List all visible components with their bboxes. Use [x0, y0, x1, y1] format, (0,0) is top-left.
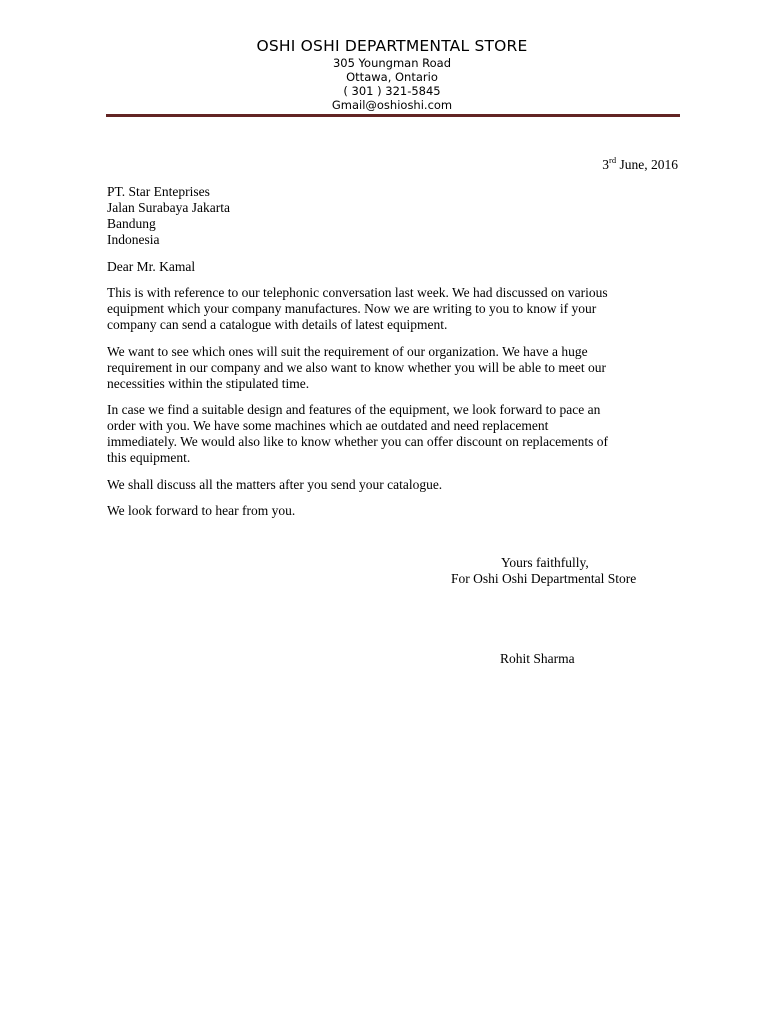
- recipient-city: Bandung: [107, 216, 156, 231]
- paragraph-line: this equipment.: [107, 450, 191, 465]
- date-ordinal-suffix: rd: [609, 154, 617, 165]
- letter-date: [602, 154, 678, 173]
- date-rest: June, 2016: [616, 157, 678, 172]
- paragraph-line: necessities within the stipulated time.: [107, 376, 310, 391]
- body-paragraph-2: [107, 344, 677, 392]
- store-email: Gmail@oshioshi.com: [331, 98, 453, 112]
- paragraph-line: equipment which your company manufactures. Now we are writing to you to know if your: [107, 301, 597, 316]
- date-day: 3: [602, 157, 610, 172]
- recipient-company: PT. Star Enteprises: [107, 184, 210, 199]
- letterhead-divider: [106, 114, 680, 117]
- paragraph-line: immediately. We would also like to know whether you can offer discount on replacements of: [107, 434, 609, 449]
- paragraph-line: order with you. We have some machines which ae outdated and need replacement: [107, 418, 549, 433]
- salutation: Dear Mr. Kamal: [107, 259, 196, 274]
- paragraph-line: We shall discuss all the matters after you send your catalogue.: [107, 477, 443, 492]
- complimentary-close: Yours faithfully,: [501, 555, 589, 570]
- recipient-street: Jalan Surabaya Jakarta: [107, 200, 230, 215]
- body-paragraph-3: [107, 402, 677, 466]
- signatory-name: Rohit Sharma: [500, 651, 575, 666]
- paragraph-line: We look forward to hear from you.: [107, 503, 296, 518]
- body-paragraph-5: [107, 503, 677, 519]
- paragraph-line: company can send a catalogue with details of latest equipment.: [107, 317, 448, 332]
- body-paragraph-1: [107, 285, 677, 333]
- paragraph-line: We want to see which ones will suit the requirement of our organization. We have a huge: [107, 344, 588, 359]
- store-phone: ( 301 ) 321-5845: [343, 84, 441, 98]
- store-name: OSHI OSHI DEPARTMENTAL STORE: [256, 37, 528, 55]
- store-street: 305 Youngman Road: [332, 56, 452, 70]
- recipient-address: [107, 184, 230, 248]
- closing-company: For Oshi Oshi Departmental Store: [451, 571, 637, 586]
- body-paragraph-4: [107, 477, 677, 493]
- closing-block: [451, 555, 681, 587]
- paragraph-line: requirement in our company and we also want to know whether you will be able to meet our: [107, 360, 606, 375]
- store-city: Ottawa, Ontario: [346, 70, 438, 84]
- paragraph-line: In case we find a suitable design and features of the equipment, we look forward to pace an: [107, 402, 601, 417]
- letterhead: [0, 37, 768, 112]
- recipient-country: Indonesia: [107, 232, 160, 247]
- paragraph-line: This is with reference to our telephonic conversation last week. We had discussed on various: [107, 285, 608, 300]
